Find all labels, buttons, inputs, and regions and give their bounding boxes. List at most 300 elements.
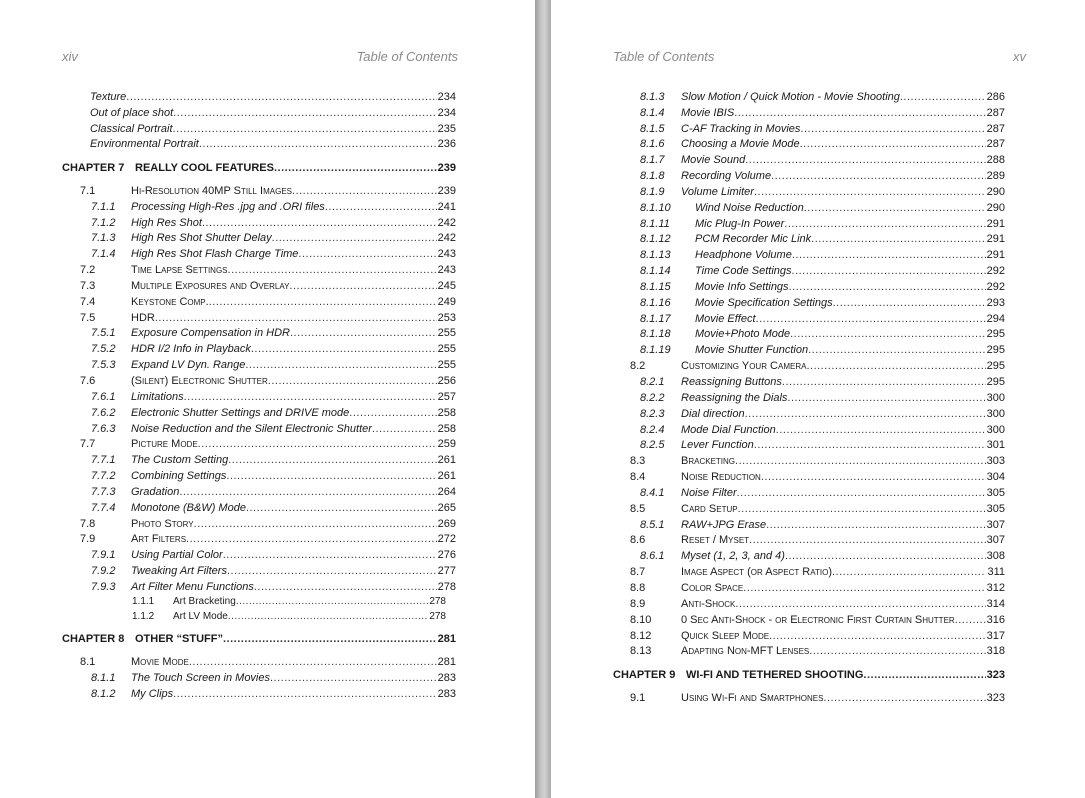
toc-dot-leader — [761, 469, 986, 485]
page-gutter — [535, 0, 551, 798]
toc-page-number: 253 — [437, 312, 456, 324]
toc-entry[interactable] — [91, 421, 456, 437]
toc-entry-title: OTHER “STUFF” — [135, 633, 223, 645]
toc-dot-leader — [349, 405, 436, 421]
toc-entry-title: Mic Plug-In Power — [695, 218, 785, 230]
toc-entry[interactable] — [640, 247, 1005, 263]
toc-dot-leader — [766, 517, 986, 533]
toc-entry-title: Picture Mode — [131, 438, 198, 450]
toc-page-number: 234 — [437, 91, 456, 103]
toc-page-number: 318 — [986, 645, 1005, 657]
toc-dot-leader — [863, 667, 985, 683]
toc-entry[interactable] — [640, 152, 1005, 168]
toc-dot-leader — [785, 548, 986, 564]
toc-entry-title: Anti-Shock — [681, 598, 736, 610]
toc-entry[interactable] — [90, 105, 456, 121]
toc-dot-leader — [245, 357, 436, 373]
toc-chapter-entry[interactable] — [62, 160, 456, 176]
toc-entry-title: Slow Motion / Quick Motion - Movie Shooting — [681, 91, 900, 103]
toc-entry[interactable] — [91, 325, 456, 341]
toc-entry-title: Expand LV Dyn. Range — [131, 359, 246, 371]
toc-dot-leader — [202, 215, 437, 231]
toc-chapter-entry[interactable] — [613, 667, 1005, 683]
toc-page-number: 242 — [437, 217, 456, 229]
toc-entry-number: 8.12 — [630, 630, 652, 642]
toc-entry[interactable] — [630, 628, 1005, 644]
toc-entry-title: The Touch Screen in Movies — [131, 672, 270, 684]
toc-dot-leader — [808, 342, 986, 358]
toc-entry-number: 7.1.4 — [91, 248, 116, 260]
toc-entry-title: Art Filter Menu Functions — [131, 581, 254, 593]
toc-entry-title: Monotone (B&W) Mode — [131, 502, 246, 514]
toc-entry-number: 7.9 — [80, 533, 96, 545]
toc-page-number: 288 — [986, 154, 1005, 166]
toc-entry-title: 0 Sec Anti-Shock - or Electronic First Curtain Shutter — [681, 614, 955, 626]
toc-entry-number: 8.4 — [630, 471, 646, 483]
toc-page-number: 287 — [986, 107, 1005, 119]
toc-entry-title: Gradation — [131, 486, 180, 498]
toc-dot-leader — [179, 484, 436, 500]
toc-page-number: 272 — [437, 533, 456, 545]
toc-page-number: 304 — [986, 471, 1005, 483]
toc-page-number: 283 — [437, 672, 456, 684]
toc-entry-number: 7.8 — [80, 518, 96, 530]
toc-page-number: 291 — [986, 249, 1005, 261]
toc-entry-title: Tweaking Art Filters — [131, 565, 227, 577]
toc-entry-title: Dial direction — [681, 408, 745, 420]
toc-entry[interactable] — [90, 136, 456, 152]
toc-dot-leader — [787, 390, 985, 406]
toc-page-number: 245 — [437, 280, 456, 292]
toc-entry-number: 7.9.2 — [91, 565, 116, 577]
toc-entry[interactable] — [132, 594, 446, 610]
toc-dot-leader — [756, 311, 986, 327]
toc-dot-leader — [236, 594, 429, 610]
toc-entry[interactable] — [91, 341, 456, 357]
toc-entry[interactable] — [80, 373, 456, 389]
toc-entry[interactable] — [630, 532, 1005, 548]
left-page-number: xiv — [62, 49, 78, 64]
toc-page-number: 259 — [437, 438, 456, 450]
toc-entry-title: Card Setup — [681, 503, 738, 515]
toc-entry-number: 7.7.4 — [91, 502, 116, 514]
toc-dot-leader — [274, 160, 437, 176]
toc-entry[interactable] — [91, 579, 456, 595]
toc-entry-title: C-AF Tracking in Movies — [681, 123, 801, 135]
toc-page-number: 317 — [986, 630, 1005, 642]
toc-dot-leader — [754, 184, 986, 200]
toc-entry-title: Myset (1, 2, 3, and 4) — [681, 550, 785, 562]
toc-entry-number: 8.4.1 — [640, 487, 665, 499]
toc-dot-leader — [769, 628, 986, 644]
toc-dot-leader — [227, 563, 437, 579]
toc-entry-title: Color Space — [681, 582, 744, 594]
toc-entry[interactable] — [640, 295, 1005, 311]
toc-entry[interactable] — [630, 469, 1005, 485]
toc-page-number: 276 — [437, 549, 456, 561]
toc-page-number: 292 — [986, 281, 1005, 293]
toc-dot-leader — [228, 609, 428, 625]
toc-entry-number: 7.1.1 — [91, 201, 116, 213]
toc-entry[interactable] — [91, 215, 456, 231]
toc-entry-number: 7.5.2 — [91, 343, 116, 355]
toc-entry[interactable] — [80, 436, 456, 452]
toc-entry-title: Out of place shot — [90, 107, 174, 119]
toc-page-number: 265 — [437, 502, 456, 514]
toc-page-number: 269 — [437, 518, 456, 530]
toc-entry[interactable] — [91, 686, 456, 702]
toc-page-number: 264 — [437, 486, 456, 498]
toc-entry[interactable] — [91, 670, 456, 686]
toc-dot-leader — [209, 294, 437, 310]
toc-entry-number: CHAPTER 8 — [62, 633, 125, 645]
toc-dot-leader — [754, 437, 986, 453]
toc-entry-number: 7.1 — [80, 185, 96, 197]
left-running-title: Table of Contents — [356, 49, 458, 64]
toc-page-number: 256 — [437, 375, 456, 387]
toc-entry[interactable] — [91, 246, 456, 262]
toc-page-number: 255 — [437, 343, 456, 355]
toc-entry[interactable] — [132, 609, 446, 625]
toc-entry-title: Noise Reduction and the Silent Electronic Shutter — [131, 423, 372, 435]
toc-entry[interactable] — [640, 390, 1005, 406]
toc-entry-title: Bracketing — [681, 455, 736, 467]
toc-page-number: 303 — [986, 455, 1005, 467]
toc-entry-title: Reset / Myset — [681, 534, 750, 546]
toc-entry-number: 8.1.11 — [640, 218, 670, 230]
toc-entry[interactable] — [630, 690, 1005, 706]
toc-page-number: 281 — [437, 656, 456, 668]
toc-page-number: 283 — [437, 688, 456, 700]
toc-entry-number: 8.2.4 — [640, 424, 665, 436]
toc-page-number: 292 — [986, 265, 1005, 277]
toc-entry-number: 9.1 — [630, 692, 646, 704]
toc-dot-leader — [298, 246, 436, 262]
toc-dot-leader — [735, 453, 986, 469]
toc-entry-number: 7.6.1 — [91, 391, 116, 403]
toc-entry-title: WI-FI AND TETHERED SHOOTING — [686, 669, 864, 681]
toc-dot-leader — [745, 406, 986, 422]
right-page-number: xv — [1013, 49, 1026, 64]
toc-entry-title: PCM Recorder Mic Link — [695, 233, 812, 245]
toc-entry-number: 7.7 — [80, 438, 96, 450]
toc-entry-number: 8.2.3 — [640, 408, 665, 420]
toc-entry-number: 7.1.3 — [91, 232, 116, 244]
toc-dot-leader — [199, 136, 437, 152]
toc-entry[interactable] — [91, 199, 456, 215]
toc-dot-leader — [771, 168, 986, 184]
toc-page-number: 311 — [987, 566, 1005, 578]
toc-dot-leader — [833, 295, 986, 311]
toc-entry[interactable] — [630, 501, 1005, 517]
toc-entry[interactable] — [91, 500, 456, 516]
toc-entry-number: 8.2.1 — [640, 376, 665, 388]
toc-entry[interactable] — [640, 374, 1005, 390]
toc-entry-number: 8.1.9 — [640, 186, 665, 198]
toc-entry-title: Movie Info Settings — [695, 281, 789, 293]
toc-entry-title: Adapting Non-MFT Lenses — [681, 645, 810, 657]
toc-page-number: 243 — [437, 264, 456, 276]
toc-entry-number: 8.6.1 — [640, 550, 665, 562]
toc-entry[interactable] — [90, 121, 456, 137]
toc-entry-number: 7.9.3 — [91, 581, 116, 593]
toc-entry-number: 8.1.14 — [640, 265, 671, 277]
toc-entry-title: Limitations — [131, 391, 184, 403]
toc-dot-leader — [194, 516, 437, 532]
toc-entry-number: 8.8 — [630, 582, 646, 594]
toc-page-number: 234 — [437, 107, 456, 119]
toc-entry[interactable] — [630, 596, 1005, 612]
toc-entry[interactable] — [91, 468, 456, 484]
toc-entry-title: Exposure Compensation in HDR — [131, 327, 290, 339]
toc-page-number: 255 — [437, 327, 456, 339]
toc-dot-leader — [809, 643, 985, 659]
toc-entry-number: 1.1.1 — [132, 596, 155, 607]
toc-entry[interactable] — [630, 358, 1005, 374]
toc-dot-leader — [226, 468, 436, 484]
toc-dot-leader — [268, 373, 437, 389]
toc-page-number: 278 — [429, 611, 446, 622]
toc-page-number: 255 — [437, 359, 456, 371]
toc-entry[interactable] — [640, 200, 1005, 216]
toc-page-number: 307 — [986, 534, 1005, 546]
toc-entry[interactable] — [80, 183, 456, 199]
toc-entry-title: Recording Volume — [681, 170, 772, 182]
toc-entry-number: 8.1.19 — [640, 344, 671, 356]
toc-entry-title: High Res Shot — [131, 217, 202, 229]
toc-dot-leader — [782, 374, 986, 390]
toc-page-number: 294 — [986, 313, 1005, 325]
toc-page-number: 312 — [986, 582, 1005, 594]
toc-entry-number: 8.1.16 — [640, 297, 671, 309]
toc-entry[interactable] — [640, 89, 1005, 105]
toc-entry[interactable] — [640, 311, 1005, 327]
toc-dot-leader — [804, 200, 986, 216]
toc-entry[interactable] — [80, 531, 456, 547]
toc-dot-leader — [184, 389, 437, 405]
toc-entry[interactable] — [91, 405, 456, 421]
toc-entry[interactable] — [640, 263, 1005, 279]
toc-entry[interactable] — [640, 136, 1005, 152]
toc-page-number: 323 — [986, 692, 1005, 704]
toc-entry-title: HDR I/2 Info in Playback — [131, 343, 251, 355]
toc-page-number: 236 — [437, 138, 456, 150]
toc-entry-title: Choosing a Movie Mode — [681, 138, 800, 150]
toc-entry[interactable] — [80, 262, 456, 278]
toc-entry[interactable] — [640, 121, 1005, 137]
toc-entry[interactable] — [630, 580, 1005, 596]
toc-entry-title: Photo Story — [131, 518, 194, 530]
toc-dot-leader — [738, 501, 986, 517]
toc-entry-title: Hi-Resolution 40MP Still Images — [131, 185, 293, 197]
toc-entry-title: REALLY COOL FEATURES — [135, 162, 274, 174]
toc-entry-number: 7.5 — [80, 312, 96, 324]
toc-entry-number: 8.13 — [630, 645, 652, 657]
toc-entry[interactable] — [640, 517, 1005, 533]
toc-page-number: 308 — [986, 550, 1005, 562]
toc-entry[interactable] — [640, 279, 1005, 295]
toc-dot-leader — [737, 485, 986, 501]
toc-entry-number: 8.1 — [80, 656, 96, 668]
toc-entry[interactable] — [640, 437, 1005, 453]
toc-page-number: 291 — [986, 218, 1005, 230]
toc-dot-leader — [292, 183, 437, 199]
toc-page-number: 295 — [986, 360, 1005, 372]
toc-dot-leader — [228, 452, 436, 468]
toc-entry[interactable] — [80, 654, 456, 670]
toc-page-number: 301 — [986, 439, 1005, 451]
toc-page-number: 305 — [986, 503, 1005, 515]
toc-entry[interactable] — [80, 516, 456, 532]
toc-entry[interactable] — [80, 294, 456, 310]
toc-entry[interactable] — [91, 389, 456, 405]
toc-entry[interactable] — [91, 484, 456, 500]
toc-entry-number: 7.7.2 — [91, 470, 116, 482]
toc-entry[interactable] — [91, 230, 456, 246]
toc-entry-title: Reassigning the Dials — [681, 392, 788, 404]
toc-page-number: 314 — [986, 598, 1005, 610]
toc-chapter-entry[interactable] — [62, 631, 456, 647]
toc-entry-number: 7.2 — [80, 264, 96, 276]
toc-entry-title: Classical Portrait — [90, 123, 173, 135]
toc-entry-number: 1.1.2 — [132, 611, 155, 622]
toc-entry[interactable] — [640, 216, 1005, 232]
toc-dot-leader — [372, 421, 437, 437]
toc-entry[interactable] — [91, 547, 456, 563]
toc-entry-title: Texture — [90, 91, 127, 103]
toc-entry-number: 8.9 — [630, 598, 646, 610]
toc-dot-leader — [734, 105, 985, 121]
toc-entry-number: 8.1.2 — [91, 688, 116, 700]
toc-dot-leader — [784, 216, 985, 232]
toc-entry[interactable] — [80, 310, 456, 326]
toc-entry[interactable] — [91, 452, 456, 468]
toc-page-number: 323 — [986, 669, 1005, 681]
toc-entry-title: Time Code Settings — [695, 265, 792, 277]
toc-entry-title: Environmental Portrait — [90, 138, 199, 150]
toc-dot-leader — [223, 631, 437, 647]
toc-entry-number: 8.1.10 — [640, 202, 671, 214]
toc-page-number: 278 — [429, 596, 446, 607]
toc-entry-title: Image Aspect (or Aspect Ratio) — [681, 566, 832, 578]
toc-entry-title: Using Partial Color — [131, 549, 223, 561]
toc-page-number: 258 — [437, 407, 456, 419]
toc-page-number: 300 — [986, 424, 1005, 436]
toc-entry[interactable] — [640, 184, 1005, 200]
toc-entry[interactable] — [80, 278, 456, 294]
toc-entry-title: HDR — [131, 312, 155, 324]
toc-entry-title: Art Bracketing — [173, 596, 236, 607]
toc-entry[interactable] — [630, 643, 1005, 659]
toc-entry[interactable] — [640, 342, 1005, 358]
toc-dot-leader — [272, 230, 437, 246]
toc-entry-number: 7.6.3 — [91, 423, 116, 435]
toc-entry[interactable] — [640, 406, 1005, 422]
toc-entry-number: 7.7.3 — [91, 486, 116, 498]
toc-entry-title: The Custom Setting — [131, 454, 229, 466]
toc-page-number: 295 — [986, 376, 1005, 388]
toc-entry[interactable] — [640, 168, 1005, 184]
toc-page-number: 257 — [437, 391, 456, 403]
toc-entry-title: Time Lapse Settings — [131, 264, 228, 276]
toc-entry-number: 8.5.1 — [640, 519, 665, 531]
toc-entry-title: Mode Dial Function — [681, 424, 776, 436]
toc-entry-number: 8.1.1 — [91, 672, 116, 684]
left-page — [0, 0, 535, 798]
toc-entry-title: Keystone Comp. — [131, 296, 209, 308]
toc-entry-number: CHAPTER 7 — [62, 162, 125, 174]
toc-dot-leader — [745, 152, 985, 168]
toc-dot-leader — [198, 436, 437, 452]
toc-entry-number: 8.1.3 — [640, 91, 665, 103]
toc-entry[interactable] — [630, 564, 1005, 580]
toc-page-number: 290 — [986, 186, 1005, 198]
toc-entry-title: Art Filters — [131, 533, 187, 545]
toc-entry-number: 8.10 — [630, 614, 652, 626]
toc-entry-number: 8.7 — [630, 566, 646, 578]
toc-entry-title: Movie Specification Settings — [695, 297, 833, 309]
toc-entry-title: Combining Settings — [131, 470, 227, 482]
toc-dot-leader — [776, 422, 986, 438]
toc-entry[interactable] — [640, 326, 1005, 342]
toc-entry-title: Movie IBIS — [681, 107, 735, 119]
toc-entry[interactable] — [640, 231, 1005, 247]
toc-entry[interactable] — [640, 485, 1005, 501]
toc-entry-number: 8.2 — [630, 360, 646, 372]
toc-entry[interactable] — [90, 89, 456, 105]
toc-page-number: 235 — [437, 123, 456, 135]
toc-page-number: 239 — [437, 162, 456, 174]
toc-entry-number: 8.2.2 — [640, 392, 665, 404]
toc-page-number: 242 — [437, 232, 456, 244]
toc-entry-title: Movie Mode — [131, 656, 189, 668]
toc-dot-leader — [290, 325, 437, 341]
toc-entry-title: Art LV Mode — [173, 611, 228, 622]
toc-entry-title: Lever Function — [681, 439, 754, 451]
toc-page-number: 281 — [437, 633, 456, 645]
toc-entry[interactable] — [640, 548, 1005, 564]
toc-dot-leader — [173, 686, 436, 702]
toc-entry-title: My Clips — [131, 688, 174, 700]
toc-dot-leader — [173, 105, 436, 121]
toc-entry[interactable] — [91, 563, 456, 579]
toc-page-number: 249 — [437, 296, 456, 308]
toc-entry-number: 7.3 — [80, 280, 96, 292]
toc-entry-number: 8.5 — [630, 503, 646, 515]
toc-entry-number: 8.1.13 — [640, 249, 671, 261]
toc-entry-number: 8.1.17 — [640, 313, 671, 325]
toc-entry[interactable] — [640, 422, 1005, 438]
toc-entry-number: 8.2.5 — [640, 439, 665, 451]
toc-dot-leader — [246, 500, 437, 516]
toc-entry-title: Quick Sleep Mode — [681, 630, 770, 642]
toc-entry[interactable] — [640, 105, 1005, 121]
toc-entry[interactable] — [630, 612, 1005, 628]
toc-dot-leader — [749, 532, 986, 548]
toc-dot-leader — [223, 547, 437, 563]
toc-entry[interactable] — [91, 357, 456, 373]
toc-page-number: 300 — [986, 392, 1005, 404]
toc-entry-number: 7.6.2 — [91, 407, 116, 419]
toc-dot-leader — [735, 596, 985, 612]
toc-dot-leader — [789, 279, 986, 295]
toc-page-number: 293 — [986, 297, 1005, 309]
toc-entry-title: Movie Sound — [681, 154, 746, 166]
toc-dot-leader — [900, 89, 986, 105]
toc-page-number: 307 — [986, 519, 1005, 531]
toc-entry[interactable] — [630, 453, 1005, 469]
toc-dot-leader — [173, 121, 437, 137]
